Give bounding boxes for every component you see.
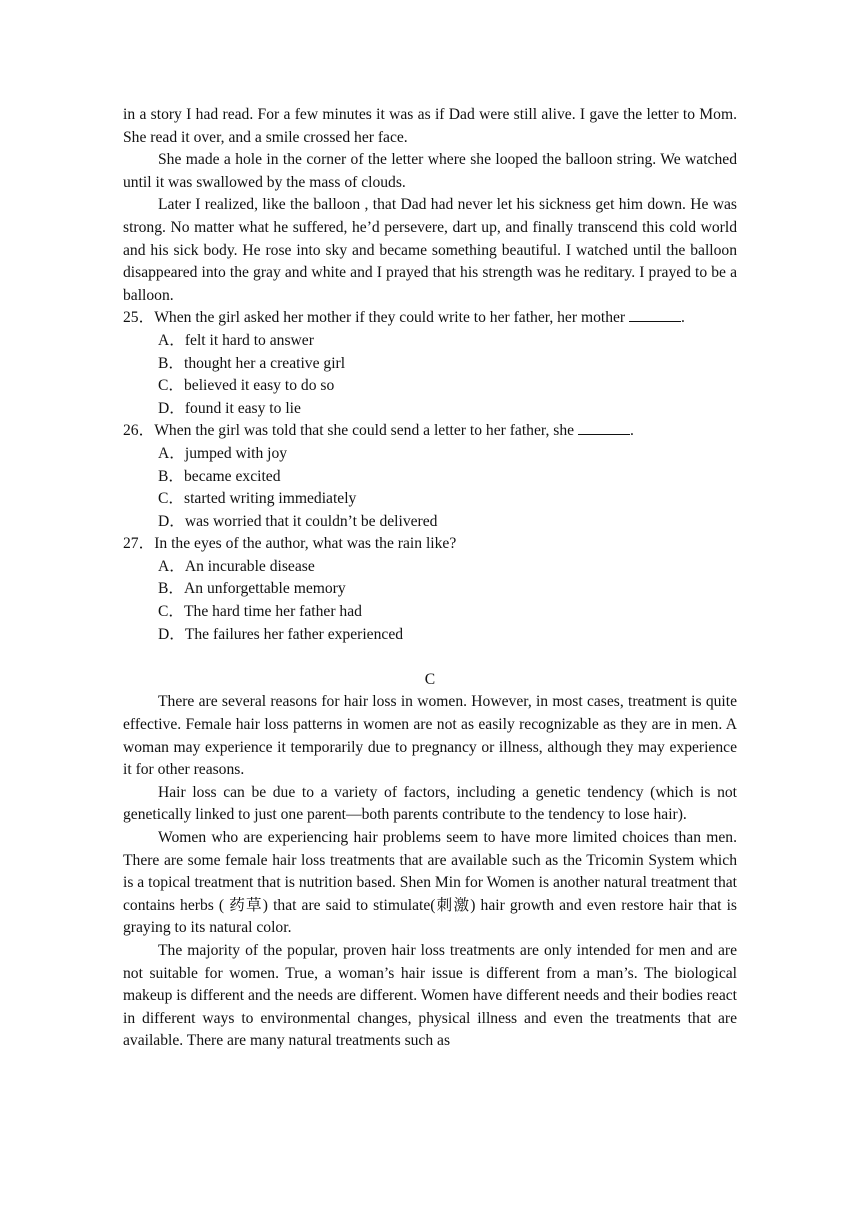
- option-a: A．An incurable disease: [158, 557, 315, 575]
- option-a: A．jumped with joy: [158, 444, 288, 462]
- question-27: [123, 533, 737, 646]
- passage-paragraph: She made a hole in the corner of the letter where she looped the balloon string. We watched until it was swallowed by the mass of clouds.: [123, 151, 737, 191]
- document-page: [123, 104, 737, 1053]
- passage-paragraph: Later I realized, like the balloon , that Dad had never let his sickness get him down. He was strong. No matter what he suffered, he’d persevere, dart up, and finally transcend this cold world and his sick body. He rose into sky and became something beautiful. I watched until the balloon disappeared into the gray and white and I prayed that his strength was he reditary. I prayed to be a balloon.: [123, 196, 737, 304]
- section-c-paragraph: There are several reasons for hair loss in women. However, in most cases, treatment is quite effective. Female hair loss patterns in women are not as easily recognizable as they are in men. A woman may experience it temporarily due to pregnancy or illness, although they may experience it for other reasons.: [123, 693, 737, 779]
- question-number: 26．: [123, 422, 155, 440]
- option-b: B．became excited: [158, 467, 281, 485]
- question-text: When the girl was told that she could send a letter to her father, she: [154, 422, 575, 440]
- question-26: [123, 420, 737, 533]
- option-b: B．thought her a creative girl: [158, 354, 346, 372]
- question-stem-end: .: [681, 309, 685, 327]
- option-c: C．started writing immediately: [158, 490, 357, 508]
- option-c: C．believed it easy to do so: [158, 377, 335, 395]
- question-stem: [123, 420, 737, 443]
- question-text: In the eyes of the author, what was the rain like?: [154, 535, 457, 553]
- question-number: 27．: [123, 535, 155, 553]
- option-a: A．felt it hard to answer: [158, 331, 314, 349]
- section-c-paragraph: Hair loss can be due to a variety of factors, including a genetic tendency (which is not genetically linked to just one parent—both parents contribute to the tendency to lose hair).: [123, 783, 737, 824]
- passage-paragraph: in a story I had read. For a few minutes it was as if Dad were still alive. I gave the letter to Mom. She read it over, and a smile crossed her face.: [123, 106, 737, 146]
- question-stem-end: .: [629, 422, 634, 440]
- question-stem: [123, 533, 737, 556]
- option-d: D．was worried that it couldn’t be delivered: [158, 512, 438, 530]
- section-heading: C: [424, 670, 436, 688]
- section-c-paragraph: The majority of the popular, proven hair loss treatments are only intended for men and are not suitable for women. True, a woman’s hair issue is different from a man’s. The biological makeup is different and the needs are different. Women have different needs and their bodies react in different ways to environmental changes, physical illness and even the treatments that are available. There are many natural treatments such as: [123, 941, 737, 1050]
- option-d: D．found it easy to lie: [158, 399, 301, 417]
- option-d: D．The failures her father experienced: [158, 625, 404, 643]
- option-b: B．An unforgettable memory: [158, 580, 346, 598]
- question-number: 25．: [123, 309, 155, 327]
- question-text: When the girl asked her mother if they could write to her father, her mother: [154, 309, 626, 327]
- section-c-paragraph: Women who are experiencing hair problems seem to have more limited choices than men. There are some female hair loss treatments that are available such as the Tricomin System which is a topical treatment that is nutrition based. Shen Min for Women is another natural treatment that contains herbs ( 药草) that are said to stimulate(刺激) hair growth and even restore hair that is graying to its natural color.: [123, 829, 737, 937]
- question-stem: [123, 307, 737, 330]
- answer-blank: [578, 420, 630, 435]
- section-spacer: [123, 646, 737, 669]
- option-c: C．The hard time her father had: [158, 603, 362, 621]
- answer-blank: [629, 307, 681, 322]
- question-25: [123, 307, 737, 420]
